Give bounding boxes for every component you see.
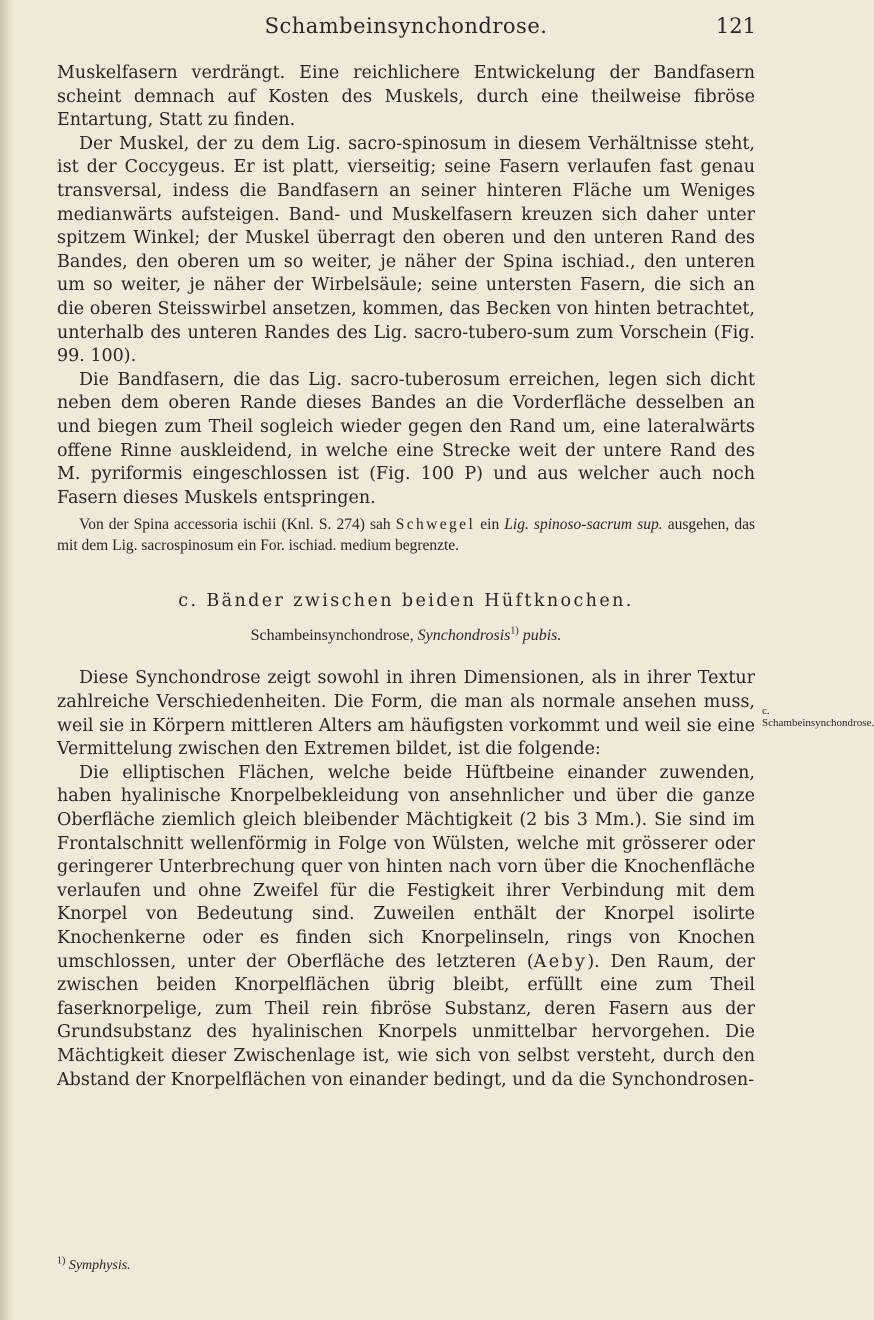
page-number: 121 (715, 14, 756, 38)
paragraph-5 (57, 762, 755, 1092)
footnote-text: Symphysis. (68, 1258, 131, 1273)
page-edge (0, 0, 16, 1320)
margin-note: c. Schambeinsynchondrose. (762, 705, 874, 729)
page-header (56, 14, 756, 48)
body-text (57, 62, 755, 1092)
footnote (57, 1255, 357, 1274)
paragraph-3: Die Bandfasern, die das Lig. sacro-tuberosum erreichen, legen sich dicht neben dem oberen Rande dieses Bandes an die Vorderfläche desselben an und biegen zum Theil sogleich wieder gegen den Rand um, eine lateralwärts offene Rinne auskleidend, in welche eine Strecke weit der untere Rand des M. pyriformis eingeschlossen ist (Fig. 100 P) und aus welcher auch noch Fasern dieses Muskels entspringen. (57, 369, 755, 508)
p5-author: Aeby (533, 951, 588, 972)
subheading-plain: Schambeinsynchondrose, (250, 626, 418, 644)
subheading-term-2: pubis. (518, 626, 562, 644)
paragraph-1: Muskelfasern verdrängt. Eine reichlichere Entwickelung der Bandfasern scheint demnach auf Kosten des Muskels, durch eine theilweise fibröse Entartung, Statt zu finden. (57, 63, 755, 131)
small-print-note (57, 514, 755, 556)
footnote-mark: 1) (57, 1255, 66, 1267)
p5-text-1: Die elliptischen Flächen, welche beide Hüftbeine einander zuwenden, haben hyalinische Knorpelbekleidung von ansehnlicher und über die ganze Oberfläche ziemlich gleich bleibender Mächtigkeit (2 bis 3 Mm.). Sie sind im Frontalschnitt wellenförmig in Folge von Wülsten, welche mit grösserer oder geringerer Unterbrechung quer von hinten nach vorn über die Knochenfläche verlaufen und ohne Zweifel für die Festigkeit ihrer Verbindung mit dem Knorpel von Bedeutung sind. Zuweilen enthält der Knorpel isolirte Knochenkerne oder es finden sich Knorpelinseln, rings von Knochen umschlossen, unter der Oberfläche des letzteren ( (57, 762, 755, 972)
note-author: Schwegel (395, 516, 476, 534)
footnote-ref: 1) (510, 625, 519, 637)
subheading-term: Synchondrosis (417, 626, 511, 644)
note-term: Lig. spinoso-sacrum sup. (504, 516, 663, 534)
paragraph-2: Der Muskel, der zu dem Lig. sacro-spinosum in diesem Verhältnisse steht, ist der Coccygeus. Er ist platt, vierseitig; seine Fasern verlaufen fast genau transversal, indess die Bandfasern an seiner hinteren Fläche um Weniges medianwärts aufsteigen. Band- und Muskelfasern kreuzen sich daher unter spitzem Winkel; der Muskel überragt den oberen und den unteren Rand des Bandes, den oberen um so weiter, je näher der Spina ischiad., den unteren um so weiter, je näher der Wirbelsäule; seine untersten Fasern, die sich an die oberen Steisswirbel ansetzen, kommen, das Becken von hinten betrachtet, unterhalb des unteren Randes des Lig. sacro-tubero-sum zum Vorschein (Fig. 99. 100). (57, 133, 755, 367)
note-text-1: Von der Spina accessoria ischii (Knl. S. 274) sah (79, 516, 396, 534)
note-text-3: ausgehen, das mit dem Lig. sacrospinosum ein For. ischiad. medium begrenzte. (57, 516, 755, 555)
section-heading: c. Bänder zwischen beiden Hüftknochen. (178, 591, 634, 612)
p5-text-2: ). Den Raum, der zwischen beiden Knorpelflächen übrig bleibt, erfüllt eine zum Theil faserknorpelige, zum Theil rein fibröse Substanz, deren Fasern aus der Grundsubstanz des hyalinischen Knorpels unmittelbar hervorgehen. Die Mächtigkeit dieser Zwischenlage ist, wie sich von selbst versteht, durch den Abstand der Knorpelflächen von einander bedingt, und da die Synchondrosen- (57, 951, 755, 1090)
section-subheading (57, 624, 755, 648)
running-title: Schambeinsynchondrose. (264, 14, 548, 38)
paragraph-4: Diese Synchondrose zeigt sowohl in ihren Dimensionen, als in ihrer Textur zahlreiche Verschiedenheiten. Die Form, die man als normale ansehen muss, weil sie in Körpern mittleren Alters am häufigsten vorkommt und weil sie eine Vermittelung zwischen den Extremen bildet, ist die folgende: (57, 668, 755, 760)
note-text-2: ein (475, 516, 505, 534)
